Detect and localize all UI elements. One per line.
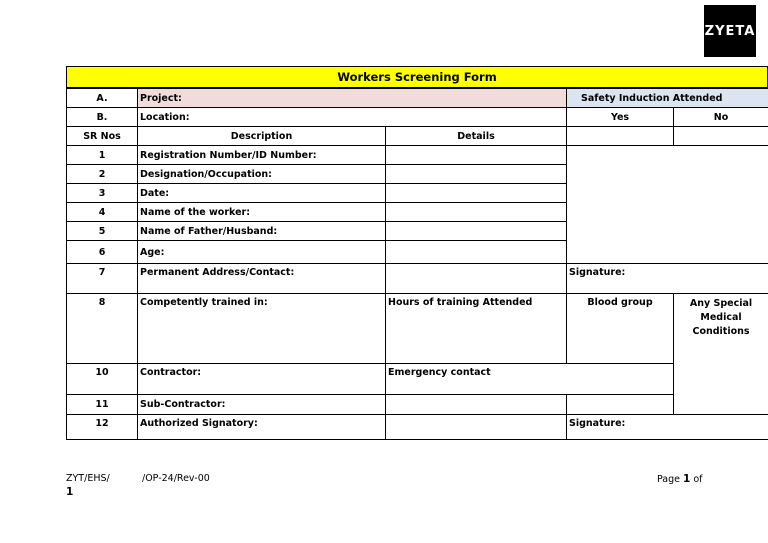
document-code-suffix: /OP-24/Rev-00 bbox=[142, 473, 210, 484]
row-number: 1 bbox=[67, 146, 138, 165]
row-label: Name of Father/Husband: bbox=[138, 222, 386, 241]
row-number: 12 bbox=[67, 415, 138, 440]
row-number: 2 bbox=[67, 165, 138, 184]
document-code-prefix: ZYT/EHS/ bbox=[66, 473, 110, 484]
row-number: 6 bbox=[67, 241, 138, 264]
emergency-contact-label: Emergency contact bbox=[386, 364, 674, 395]
safety-yes-cell[interactable] bbox=[567, 127, 674, 146]
safety-yes-label: Yes bbox=[567, 108, 674, 127]
table-row bbox=[67, 264, 768, 294]
row-label: Designation/Occupation: bbox=[138, 165, 386, 184]
row-label: Sub-Contractor: bbox=[138, 395, 386, 415]
row-details-cell[interactable] bbox=[386, 241, 567, 264]
row-details-cell[interactable] bbox=[386, 146, 567, 165]
row-details-cell[interactable] bbox=[386, 184, 567, 203]
sr-nos-header: SR Nos bbox=[67, 127, 138, 146]
row-number: 3 bbox=[67, 184, 138, 203]
page-number: 1 bbox=[683, 473, 691, 485]
row-number: 10 bbox=[67, 364, 138, 395]
signature-label-top: Signature: bbox=[567, 264, 768, 294]
row-label: Date: bbox=[138, 184, 386, 203]
table-row bbox=[67, 415, 768, 440]
row-project bbox=[67, 89, 768, 108]
row-label: Registration Number/ID Number: bbox=[138, 146, 386, 165]
location-field[interactable]: Location: bbox=[138, 108, 567, 127]
total-pages: 1 bbox=[66, 486, 74, 498]
row-location bbox=[67, 108, 768, 127]
empty-cell[interactable] bbox=[567, 395, 674, 415]
description-header: Description bbox=[138, 127, 386, 146]
blood-group-label: Blood group bbox=[567, 294, 674, 364]
screening-form-table bbox=[66, 88, 768, 440]
of-text: of bbox=[693, 474, 703, 485]
row-number: 7 bbox=[67, 264, 138, 294]
table-row bbox=[67, 294, 768, 364]
row-details-cell[interactable] bbox=[386, 222, 567, 241]
row-details-cell[interactable] bbox=[386, 395, 567, 415]
table-row bbox=[67, 395, 768, 415]
row-label: Contractor: bbox=[138, 364, 386, 395]
row-label: Age: bbox=[138, 241, 386, 264]
row-code-b: B. bbox=[67, 108, 138, 127]
row-number: 8 bbox=[67, 294, 138, 364]
photo-area bbox=[567, 146, 768, 264]
row-label: Name of the worker: bbox=[138, 203, 386, 222]
row-label: Competently trained in: bbox=[138, 294, 386, 364]
project-field[interactable]: Project: bbox=[138, 89, 567, 108]
hours-of-training-label: Hours of training Attended bbox=[386, 294, 567, 364]
form-title: Workers Screening Form bbox=[66, 66, 768, 88]
table-row bbox=[67, 146, 768, 165]
row-details-cell[interactable] bbox=[386, 415, 567, 440]
row-code-a: A. bbox=[67, 89, 138, 108]
page-text: Page bbox=[657, 474, 680, 485]
row-label: Permanent Address/Contact: bbox=[138, 264, 386, 294]
row-details-cell[interactable] bbox=[386, 264, 567, 294]
table-row bbox=[67, 364, 768, 395]
row-number: 5 bbox=[67, 222, 138, 241]
page-indicator bbox=[657, 473, 703, 485]
medical-conditions-label: Any Special Medical Conditions bbox=[674, 294, 768, 415]
signature-label-bottom: Signature: bbox=[567, 415, 768, 440]
row-details-cell[interactable] bbox=[386, 203, 567, 222]
details-header: Details bbox=[386, 127, 567, 146]
row-number: 11 bbox=[67, 395, 138, 415]
column-header-row bbox=[67, 127, 768, 146]
safety-no-cell[interactable] bbox=[674, 127, 768, 146]
safety-induction-header: Safety Induction Attended bbox=[567, 89, 768, 108]
row-number: 4 bbox=[67, 203, 138, 222]
zyeta-logo: ZYETA bbox=[704, 5, 756, 57]
row-label: Authorized Signatory: bbox=[138, 415, 386, 440]
row-details-cell[interactable] bbox=[386, 165, 567, 184]
safety-no-label: No bbox=[674, 108, 768, 127]
